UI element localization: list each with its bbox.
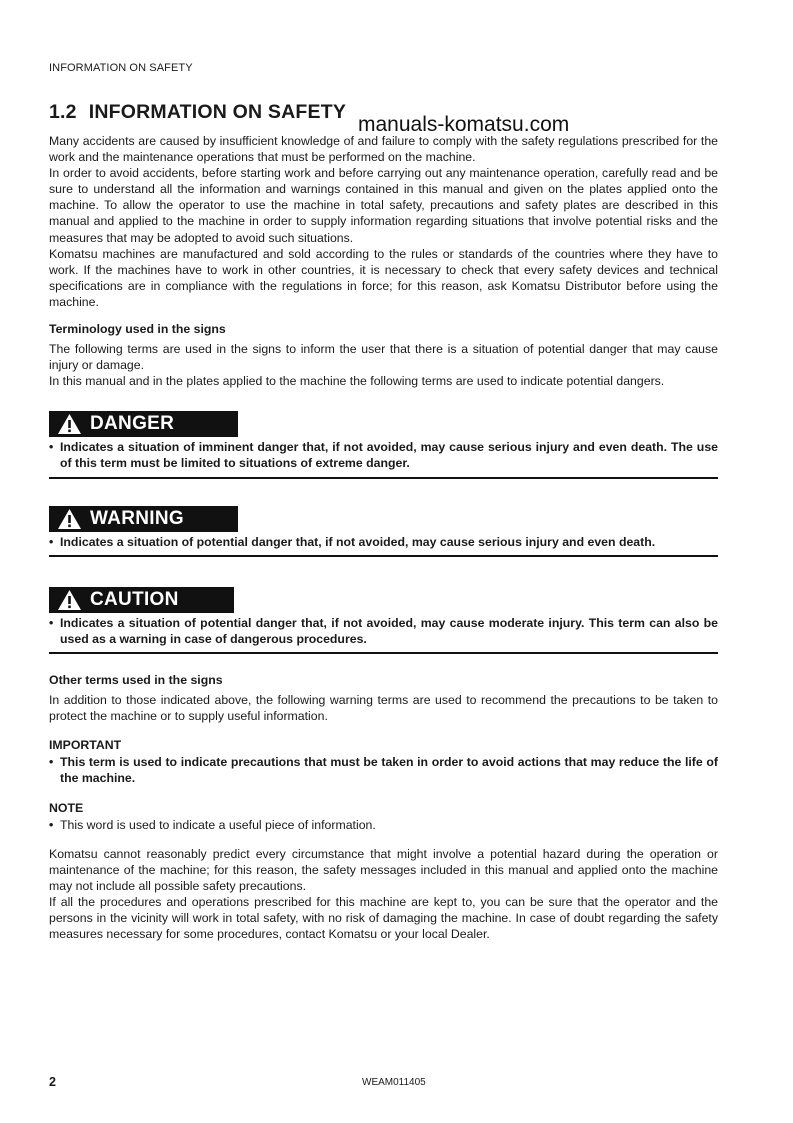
bullet-icon: • bbox=[49, 440, 54, 454]
note-description bbox=[49, 817, 718, 833]
section-number: 1.2 bbox=[49, 101, 77, 123]
terminology-heading: Terminology used in the signs bbox=[49, 322, 226, 336]
danger-divider bbox=[49, 477, 718, 479]
important-heading: IMPORTANT bbox=[49, 738, 122, 752]
important-description bbox=[49, 754, 718, 786]
closing-text bbox=[49, 846, 718, 943]
closing-paragraph-2: If all the procedures and operations prescribed for this machine are kept to, you can be sure that the operator and the persons in the vicinity will work in total safety, with no risk of damaging the machine. In case of doubt regarding the safety measures necessary for some procedures, contact Komatsu or your local Dealer. bbox=[49, 895, 718, 942]
warning-divider bbox=[49, 555, 718, 557]
intro-text bbox=[49, 133, 718, 310]
bullet-icon: • bbox=[49, 755, 54, 769]
closing-paragraph-1: Komatsu cannot reasonably predict every circumstance that might involve a potential hazard during the operation or maintenance of the machine; for this reason, the safety messages included in this manual and applied onto the machine may not include all possible safety precautions. bbox=[49, 847, 718, 894]
intro-paragraph-3: Komatsu machines are manufactured and sold according to the rules or standards of the countries where they have to work. If the machines have to work in other countries, it is necessary to check that every safety devices and technical specifications are in compliance with the regulations in force; for this reason, ask Komatsu Distributor before using the machine. bbox=[49, 246, 718, 309]
other-terms-text bbox=[49, 692, 718, 724]
bullet-icon: • bbox=[49, 818, 54, 832]
warning-text: Indicates a situation of potential danger that, if not avoided, may cause serious injury and even death. bbox=[60, 535, 656, 549]
section-title bbox=[49, 101, 346, 124]
warning-description bbox=[49, 534, 718, 550]
running-header: INFORMATION ON SAFETY bbox=[49, 62, 193, 74]
caution-description bbox=[49, 615, 718, 647]
caution-text: Indicates a situation of potential danger that, if not avoided, may cause moderate injury. This term can also be used as a warning in case of dangerous procedures. bbox=[60, 616, 718, 647]
caution-label: CAUTION bbox=[90, 589, 179, 610]
other-terms-paragraph: In addition to those indicated above, the following warning terms are used to recommend the precautions to be taken to protect the machine or to supply useful information. bbox=[49, 693, 718, 724]
terminology-paragraph-1: The following terms are used in the signs to inform the user that there is a situation of potential danger that may cause injury or damage. bbox=[49, 342, 718, 373]
warning-sign bbox=[49, 506, 238, 532]
danger-label: DANGER bbox=[90, 413, 175, 434]
terminology-text bbox=[49, 341, 718, 389]
warning-triangle-icon bbox=[57, 413, 82, 435]
danger-sign bbox=[49, 411, 238, 437]
document-code: WEAM011405 bbox=[362, 1077, 426, 1088]
note-text: This word is used to indicate a useful piece of information. bbox=[60, 818, 376, 832]
page-number: 2 bbox=[49, 1075, 56, 1089]
caution-divider bbox=[49, 652, 718, 654]
bullet-icon: • bbox=[49, 616, 54, 630]
warning-triangle-icon bbox=[57, 589, 82, 611]
section-title-text: INFORMATION ON SAFETY bbox=[88, 101, 347, 123]
watermark: manuals-komatsu.com bbox=[358, 113, 570, 136]
note-heading: NOTE bbox=[49, 801, 84, 815]
intro-paragraph-2: In order to avoid accidents, before starting work and before carrying out any maintenance operation, carefully read and be sure to understand all the information and warnings contained in this manual and given on the plates applied onto the machine. To allow the operator to use the machine in total safety, precautions and safety plates are described in this manual and applied to the machine in order to supply information regarding situations that involve potential risks and the measures that may be adopted to avoid such situations. bbox=[49, 166, 718, 245]
terminology-paragraph-2: In this manual and in the plates applied to the machine the following terms are used to indicate potential dangers. bbox=[49, 374, 665, 389]
intro-paragraph-1: Many accidents are caused by insufficient knowledge of and failure to comply with the safety regulations prescribed for the work and the maintenance operations that must be performed on the machine. bbox=[49, 134, 718, 165]
danger-description bbox=[49, 439, 718, 471]
bullet-icon: • bbox=[49, 535, 54, 549]
warning-label: WARNING bbox=[90, 508, 184, 529]
danger-text: Indicates a situation of imminent danger that, if not avoided, may cause serious injury and even death. The use of this term must be limited to situations of extreme danger. bbox=[60, 440, 718, 471]
important-text: This term is used to indicate precautions that must be taken in order to avoid actions that may reduce the life of the machine. bbox=[60, 755, 718, 786]
warning-triangle-icon bbox=[57, 508, 82, 530]
caution-sign bbox=[49, 587, 234, 613]
other-terms-heading: Other terms used in the signs bbox=[49, 673, 223, 687]
